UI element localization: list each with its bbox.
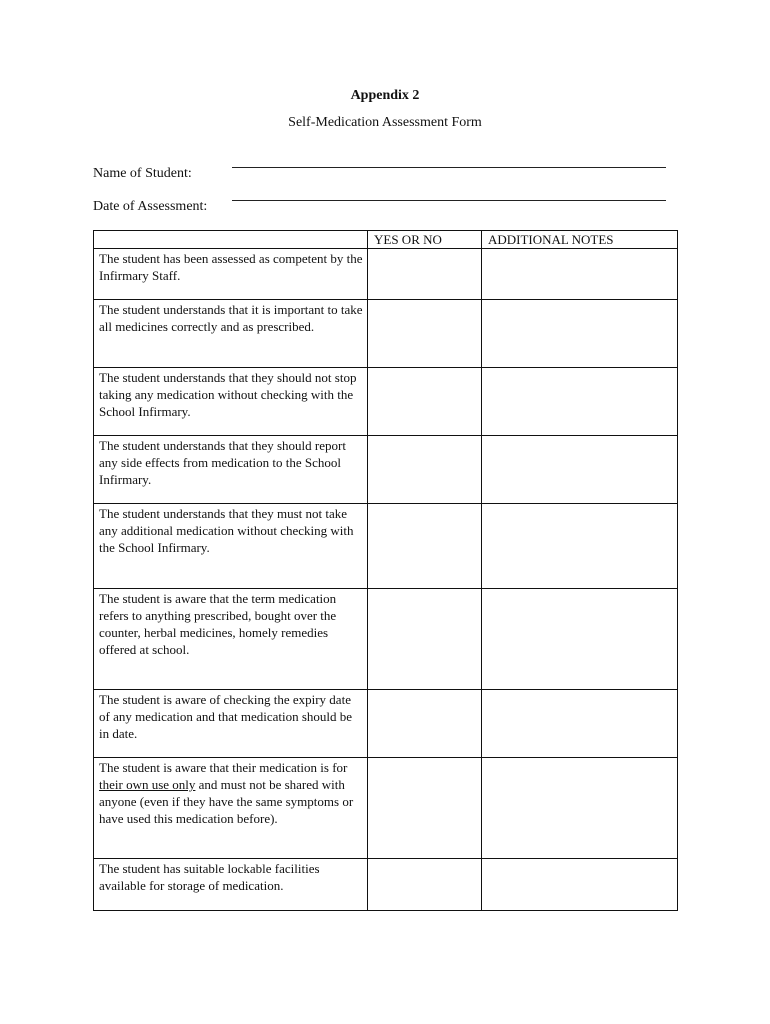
yes-no-cell[interactable] (368, 504, 482, 589)
yes-no-cell[interactable] (368, 589, 482, 690)
statement-text-end: and must not be shared with anyone (even if they have the same symptoms or have used this medication before). (99, 777, 354, 826)
statement-cell: The student is aware that the term medication refers to anything prescribed, bought over the counter, herbal medicines, homely remedies offered at school. (94, 589, 368, 690)
name-of-student-field[interactable] (232, 167, 666, 168)
notes-cell[interactable] (482, 300, 678, 368)
yes-no-cell[interactable] (368, 859, 482, 911)
notes-cell[interactable] (482, 758, 678, 859)
statement-cell: The student understands that they must not take any additional medication without checking with the School Infirmary. (94, 504, 368, 589)
table-header-row (94, 231, 678, 249)
table-row (94, 690, 678, 758)
table-row (94, 589, 678, 690)
table-row (94, 368, 678, 436)
yes-no-cell[interactable] (368, 436, 482, 504)
statement-text-start: The student is aware that their medication is for (99, 760, 348, 775)
statement-cell: The student understands that they should not stop taking any medication without checking with the School Infirmary. (94, 368, 368, 436)
yes-no-cell[interactable] (368, 368, 482, 436)
table-row (94, 300, 678, 368)
notes-cell[interactable] (482, 368, 678, 436)
statement-underlined-text: their own use only (99, 777, 196, 792)
yes-no-cell[interactable] (368, 758, 482, 859)
statement-cell: The student has suitable lockable facilities available for storage of medication. (94, 859, 368, 911)
header-yes-or-no: YES OR NO (368, 231, 482, 249)
statement-cell (94, 758, 368, 859)
assessment-table (93, 230, 678, 911)
document-subtitle: Self-Medication Assessment Form (288, 115, 482, 130)
statement-cell: The student understands that they should report any side effects from medication to the School Infirmary. (94, 436, 368, 504)
table-row (94, 436, 678, 504)
header-additional-notes: ADDITIONAL NOTES (482, 231, 678, 249)
date-of-assessment-field[interactable] (232, 200, 666, 201)
table-row (94, 758, 678, 859)
name-of-student-label: Name of Student: (93, 166, 192, 181)
notes-cell[interactable] (482, 249, 678, 300)
yes-no-cell[interactable] (368, 249, 482, 300)
table-row (94, 249, 678, 300)
notes-cell[interactable] (482, 589, 678, 690)
document-title: Appendix 2 (350, 88, 420, 103)
statement-cell: The student understands that it is important to take all medicines correctly and as prescribed. (94, 300, 368, 368)
statement-cell: The student is aware of checking the expiry date of any medication and that medication should be in date. (94, 690, 368, 758)
notes-cell[interactable] (482, 690, 678, 758)
notes-cell[interactable] (482, 436, 678, 504)
statement-cell: The student has been assessed as competent by the Infirmary Staff. (94, 249, 368, 300)
yes-no-cell[interactable] (368, 690, 482, 758)
notes-cell[interactable] (482, 504, 678, 589)
date-of-assessment-label: Date of Assessment: (93, 199, 208, 214)
table-row (94, 504, 678, 589)
yes-no-cell[interactable] (368, 300, 482, 368)
header-statement-cell (94, 231, 368, 249)
notes-cell[interactable] (482, 859, 678, 911)
table-row (94, 859, 678, 911)
